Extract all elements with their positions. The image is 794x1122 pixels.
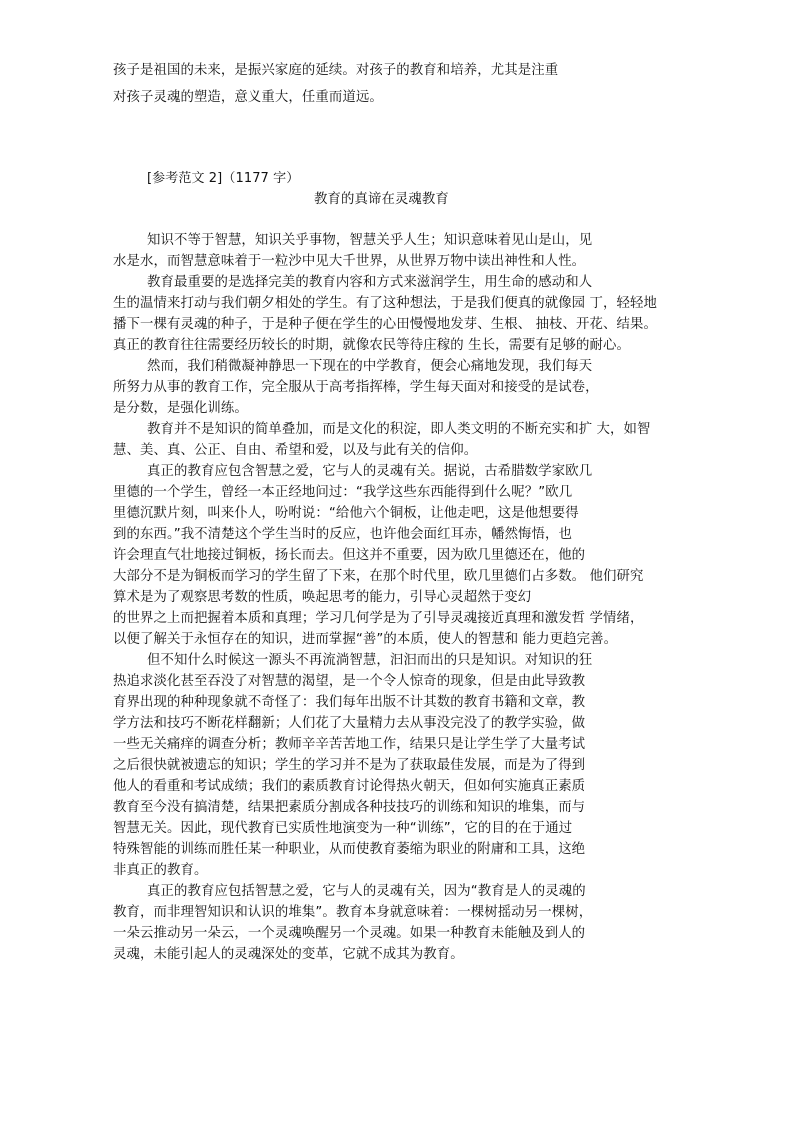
paragraph-line: 他人的看重和考试成绩；我们的素质教育讨论得热火朝天，但如何实施真正素质 <box>113 779 586 794</box>
reference-label: [参考范文 2]（1177 字） <box>147 171 300 186</box>
paragraph-line: 的世界之上而把握着本质和真理；学习几何学是为了引导灵魂接近真理和激发哲 学情绪， <box>113 611 644 626</box>
paragraph-line: 智慧无关。因此，现代教育已实质性地演变为一种“训练”，它的目的在于通过 <box>113 821 573 836</box>
paragraph-line: 教育，而非理智知识和认识的堆集”。教育本身就意味着：一棵树摇动另一棵树， <box>113 905 593 920</box>
essay-title: 教育的真谛在灵魂教育 <box>314 192 449 207</box>
paragraph-line: 之后很快就被遗忘的知识；学生的学习并不是为了获取最佳发展，而是为了得到 <box>113 758 586 773</box>
paragraph-line: 但不知什么时候这一源头不再流淌智慧，汩汩而出的只是知识。对知识的狂 <box>147 653 593 668</box>
intro-line: 对孩子灵魂的塑造，意义重大，任重而道远。 <box>113 90 383 105</box>
paragraph-line: 真正的教育往往需要经历较长的时期，就像农民等待庄稼的 生长，需要有足够的耐心。 <box>113 338 630 353</box>
paragraph-line: 育界出现的种种现象就不奇怪了：我们每年出版不计其数的教育书籍和文章，教 <box>113 695 586 710</box>
paragraph-line: 许会理直气壮地接过铜板，扬长而去。但这并不重要，因为欧几里德还在，他的 <box>113 548 586 563</box>
paragraph-line: 里德沉默片刻，叫来仆人，吩咐说：“给他六个铜板，让他走吧，这是他想要得 <box>113 506 579 521</box>
paragraph-line: 算术是为了观察思考数的性质，唤起思考的能力，引导心灵超然于变幻 <box>113 590 532 605</box>
paragraph-line: 播下一棵有灵魂的种子，于是种子便在学生的心田慢慢地发芽、生根、 抽枝、开花、结果。 <box>113 317 657 332</box>
paragraph-line: 慧、美、真、公正、自由、希望和爱，以及与此有关的信仰。 <box>113 443 478 458</box>
paragraph-line: 然而，我们稍微凝神静思一下现在的中学教育，便会心痛地发现，我们每天 <box>147 359 593 374</box>
paragraph-line: 生的温情来打动与我们朝夕相处的学生。有了这种想法，于是我们便真的就像园 丁，轻轻地 <box>113 296 657 311</box>
paragraph-line: 真正的教育应包含智慧之爱，它与人的灵魂有关。据说，古希腊数学家欧几 <box>147 464 593 479</box>
paragraph-line: 是分数，是强化训练。 <box>113 401 248 416</box>
paragraph-line: 以便了解关于永恒存在的知识，进而掌握“善”的本质，使人的智慧和 能力更趋完善。 <box>113 632 618 647</box>
paragraph-line: 到的东西。”我不清楚这个学生当时的反应，也许他会面红耳赤，幡然悔悟，也 <box>113 527 573 542</box>
paragraph-line: 水是水，而智慧意味着于一粒沙中见大千世界，从世界万物中读出神性和人性。 <box>113 254 586 269</box>
intro-line: 孩子是祖国的未来，是振兴家庭的延续。对孩子的教育和培养，尤其是注重 <box>113 63 559 78</box>
paragraph-line: 教育最重要的是选择完美的教育内容和方式来滋润学生，用生命的感动和人 <box>147 275 593 290</box>
paragraph-line: 所努力从事的教育工作，完全服从于高考指挥棒，学生每天面对和接受的是试卷， <box>113 380 599 395</box>
paragraph-line: 大部分不是为铜板而学习的学生留了下来，在那个时代里，欧几里德们占多数。 他们研究 <box>113 569 644 584</box>
paragraph-line: 热追求淡化甚至吞没了对智慧的渴望，是一个令人惊奇的现象，但是由此导致教 <box>113 674 586 689</box>
paragraph-line: 特殊智能的训练而胜任某一种职业，从而使教育萎缩为职业的附庸和工具，这绝 <box>113 842 586 857</box>
paragraph-line: 知识不等于智慧，知识关乎事物，智慧关乎人生；知识意味着见山是山，见 <box>147 233 593 248</box>
paragraph-line: 灵魂，未能引起人的灵魂深处的变革，它就不成其为教育。 <box>113 947 464 962</box>
paragraph-line: 学方法和技巧不断花样翻新；人们花了大量精力去从事没完没了的教学实验，做 <box>113 716 586 731</box>
paragraph-line: 里德的一个学生，曾经一本正经地问过：“我学这些东西能得到什么呢？”欧几 <box>113 485 573 500</box>
paragraph-line: 教育并不是知识的简单叠加，而是文化的积淀，即人类文明的不断充实和扩 大，如智 <box>147 422 651 437</box>
paragraph-line: 真正的教育应包括智慧之爱，它与人的灵魂有关，因为“教育是人的灵魂的 <box>147 884 586 899</box>
paragraph-line: 非真正的教育。 <box>113 863 208 878</box>
paragraph-line: 一朵云推动另一朵云，一个灵魂唤醒另一个灵魂。如果一种教育未能触及到人的 <box>113 926 586 941</box>
paragraph-line: 一些无关痛痒的调查分析；教师辛辛苦苦地工作，结果只是让学生学了大量考试 <box>113 737 586 752</box>
paragraph-line: 教育至今没有搞清楚，结果把素质分割成各种技技巧的训练和知识的堆集，而与 <box>113 800 586 815</box>
